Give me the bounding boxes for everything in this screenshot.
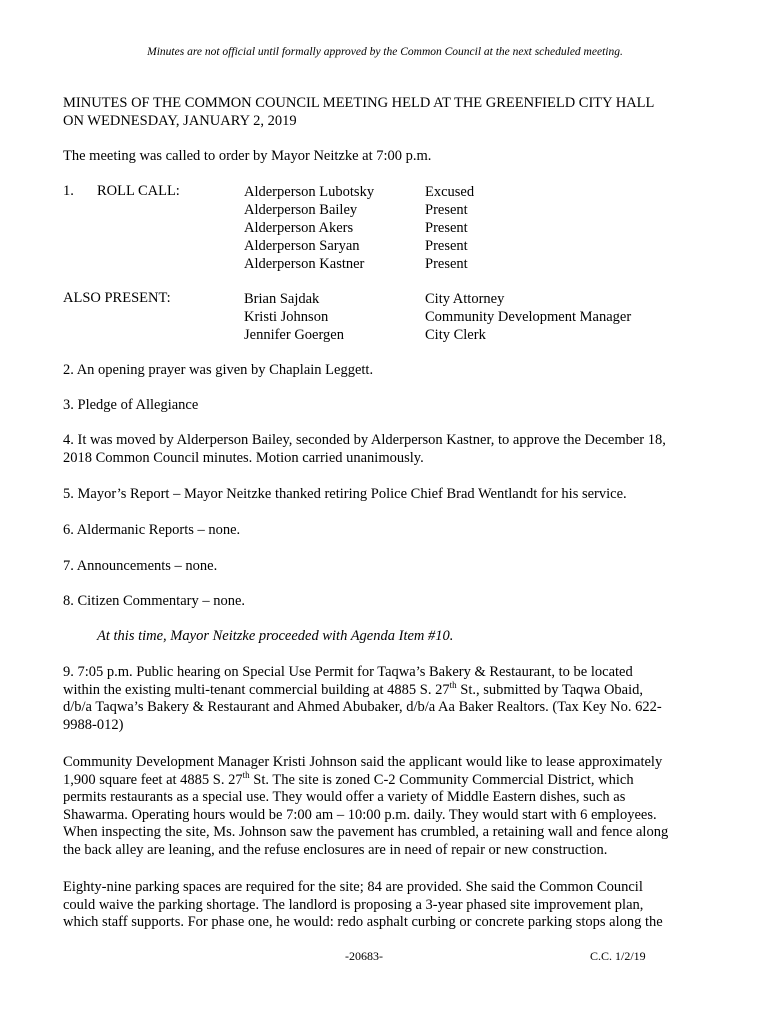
paragraph-line: which staff supports. For phase one, he would: redo asphalt curbing or concrete parking stops along the <box>63 914 663 930</box>
item-4-line: 2018 Common Council minutes. Motion carried unanimously. <box>63 449 424 466</box>
footer-date: C.C. 1/2/19 <box>590 949 646 963</box>
disclaimer-note: Minutes are not official until formally approved by the Common Council at the next scheduled meeting. <box>147 46 623 58</box>
also-present-roles <box>425 290 631 344</box>
member-status: Present <box>425 220 468 236</box>
item-9-line: within the existing multi-tenant commercial building at 4885 S. 27th St., submitted by Taqwa Obaid, <box>63 679 644 698</box>
roll-call-number: 1. <box>63 183 74 199</box>
paragraph-line: could waive the parking shortage. The landlord is proposing a 3-year phased site improvement plan, <box>63 896 644 913</box>
person-role: City Attorney <box>425 291 505 307</box>
paragraph-line: Community Development Manager Kristi Johnson said the applicant would like to lease approximately <box>63 754 663 770</box>
also-present-names <box>244 290 344 344</box>
member-status: Present <box>425 256 468 272</box>
item-9-line: d/b/a Taqwa’s Bakery & Restaurant and Ahmed Abubaker, d/b/a Aa Baker Realtors. (Tax Key No. 622- <box>63 699 662 715</box>
paragraph-line: When inspecting the site, Ms. Johnson saw the pavement has crumbled, a retaining wall and fence along <box>63 824 669 840</box>
roll-call-names <box>244 183 374 273</box>
paragraph-line: the back alley are leaning, and the refuse enclosures are in need of repair or new construction. <box>63 841 608 858</box>
member-name: Alderperson Kastner <box>244 256 365 272</box>
person-role: City Clerk <box>425 327 486 343</box>
paragraph-line: permits restaurants as a special use. They would offer a variety of Middle Eastern dishes, such as <box>63 789 626 805</box>
title-line: MINUTES OF THE COMMON COUNCIL MEETING HELD AT THE GREENFIELD CITY HALL <box>63 95 655 111</box>
paragraph-line: Shawarma. Operating hours would be 7:00 am – 10:00 p.m. daily. They would start with 6 employees. <box>63 806 657 823</box>
item-9-line: 9988-012) <box>63 716 124 733</box>
title-line: ON WEDNESDAY, JANUARY 2, 2019 <box>63 112 297 129</box>
document-title <box>63 95 723 130</box>
also-present-label: ALSO PRESENT: <box>63 290 171 306</box>
item-8: 8. Citizen Commentary – none. <box>63 593 246 609</box>
paragraph-line: Eighty-nine parking spaces are required for the site; 84 are provided. She said the Common Council <box>63 879 643 895</box>
item-4-line: 4. It was moved by Alderperson Bailey, seconded by Alderperson Kastner, to approve the December 18, <box>63 432 666 448</box>
member-name: Alderperson Bailey <box>244 202 358 218</box>
member-name: Alderperson Saryan <box>244 238 360 254</box>
member-status: Excused <box>425 184 475 200</box>
person-name: Brian Sajdak <box>244 291 320 307</box>
paragraph-parking <box>63 879 723 932</box>
item-7: 7. Announcements – none. <box>63 558 218 574</box>
member-name: Alderperson Akers <box>244 220 354 236</box>
page-number: -20683- <box>345 949 383 963</box>
roll-call-statuses <box>425 183 474 273</box>
item-9-line: 9. 7:05 p.m. Public hearing on Special Use Permit for Taqwa’s Bakery & Restaurant, to be located <box>63 664 633 680</box>
person-name: Kristi Johnson <box>244 309 329 325</box>
member-status: Present <box>425 202 468 218</box>
item-6: 6. Aldermanic Reports – none. <box>63 522 241 538</box>
agenda-note: At this time, Mayor Neitzke proceeded with Agenda Item #10. <box>97 628 454 644</box>
call-to-order: The meeting was called to order by Mayor Neitzke at 7:00 p.m. <box>63 148 432 164</box>
paragraph-johnson <box>63 754 723 859</box>
item-3: 3. Pledge of Allegiance <box>63 397 199 413</box>
item-5: 5. Mayor’s Report – Mayor Neitzke thanked retiring Police Chief Brad Wentlandt for his service. <box>63 486 627 502</box>
item-9 <box>63 664 723 734</box>
person-name: Jennifer Goergen <box>244 327 344 343</box>
member-status: Present <box>425 238 468 254</box>
paragraph-line: 1,900 square feet at 4885 S. 27th St. The site is zoned C-2 Community Commercial District, which <box>63 769 634 788</box>
member-name: Alderperson Lubotsky <box>244 184 375 200</box>
item-2: 2. An opening prayer was given by Chaplain Leggett. <box>63 362 374 378</box>
roll-call-label: ROLL CALL: <box>97 183 180 199</box>
item-4 <box>63 432 723 467</box>
person-role: Community Development Manager <box>425 309 632 325</box>
